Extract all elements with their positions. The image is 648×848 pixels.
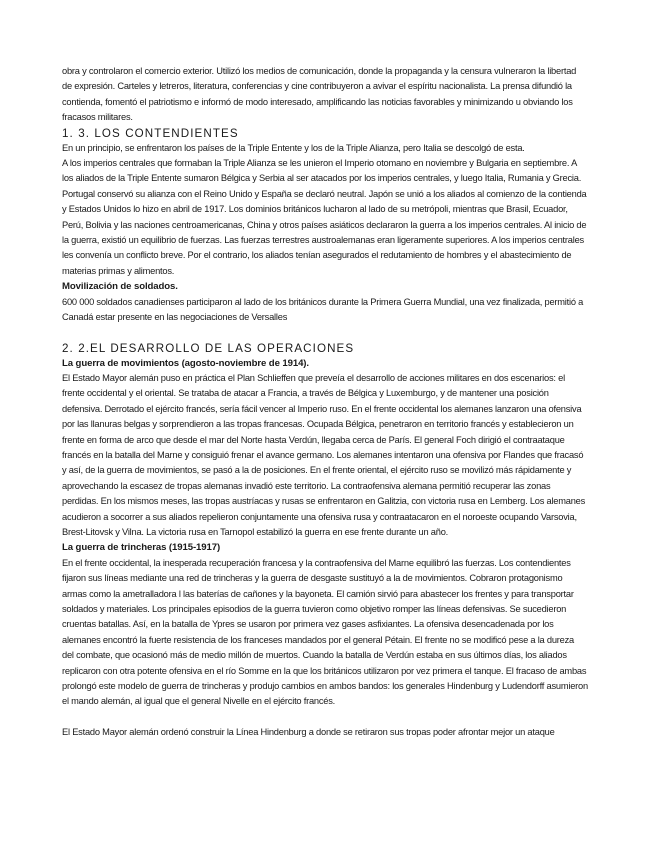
subheading-guerra-movimientos: La guerra de movimientos (agosto-noviembre de 1914). <box>62 357 309 369</box>
section-heading-operaciones: 2. 2.EL DESARROLLO DE LAS OPERACIONES <box>62 341 355 355</box>
movilizacion-paragraph: 600 000 soldados canadienses participaron al lado de los británicos durante la Primera Guerra Mundial, una vez finalizada, permitió a Canadá estar presente en las negociaciones de Versalles <box>62 296 584 323</box>
contendientes-paragraph-1: En un principio, se enfrentaron los países de la Triple Entente y los de la Triple Alianza, pero Italia se descolgó de esta. <box>62 142 525 153</box>
blank-line <box>62 710 588 725</box>
subheading-guerra-trincheras: La guerra de trincheras (1915-1917) <box>62 542 221 554</box>
document-page <box>62 64 588 740</box>
contendientes-paragraph-2: A los imperios centrales que formaban la Triple Alianza se les unieron el Imperio otomano en noviembre y Bulgaria en septiembre. A los aliados de la Triple Entente sumaron Bélgica y Serbia al ser atacados por los imperios centrales, y luego Italia, Rumania y Grecia. Portugal conservó su alianza con el Reino Unido y España se declaró neutral. Japón se unió a los aliados al comienzo de la contienda y Estados Unidos lo hizo en abril de 1917. Los dominios británicos lucharon al lado de su metrópoli, mientras que Brasil, Ecuador, Perú, Bolivia y las naciones centroamericanas, China y otros países asiáticos declararon la guerra a los imperios centrales. Al inicio de la guerra, existió un equilibrio de fuerzas. Las fuerzas terrestres austroalemanas eran ligeramente superiores. A los imperios centrales les convenía un conflicto breve. Por el contrario, los aliados tenían asegurados el redutamiento de hombres y el abastecimiento de materias primas y alimentos. <box>62 158 587 276</box>
trincheras-paragraph: En el frente occidental, la inesperada recuperación francesa y la contraofensiva del Marne equilibró las fuerzas. Los contendientes fijaron sus líneas mediante una red de trincheras y la guerra de desgaste sustituyó a la de movimientos. Cobraron protagonismo armas como la ametralladora l las baterías de cañones y la bayoneta. El camión sirvió para abastecer los frentes y para transportar soldados y materiales. Los principales episodios de la guerra tuvieron como objetivo romper las líneas defensivas. Se sucedieron cruentas batallas. Así, en la batalla de Ypres se usaron por primera vez gases asfixiantes. La ofensiva desencadenada por los alemanes encontró la fuerte resistencia de los franceses mandados por el general Pétain. El frente no se modificó pese a la dureza del combate, que ocasionó más de medio millón de muertos. Cuando la batalla de Verdún estaba en sus últimos días, los aliados replicaron con otra potente ofensiva en el río Somme en la que los británicos utilizaron por vez primera el tanque. El fracaso de ambas prolongó este modelo de guerra de trincheras y produjo cambios en ambos bandos: los generales Hindenburg y Ludendorff asumieron el mando alemán, al igual que el general Nivelle en el ejército francés. <box>62 557 588 707</box>
blank-line <box>62 326 588 341</box>
intro-paragraph: obra y controlaron el comercio exterior. Utilizó los medios de comunicación, donde la propaganda y la censura vulneraron la libertad de expresión. Carteles y letreros, literatura, conferencias y cine contribuyeron a avivar el espíritu nacionalista. La prensa difundió la contienda, fomentó el patriotismo e informó de modo interesado, amplificando las noticias favorables y minimizando u obviando los fracasos militares. <box>62 66 577 123</box>
subheading-movilizacion: Movilización de soldados. <box>62 281 178 293</box>
movimientos-paragraph: El Estado Mayor alemán puso en práctica el Plan Schlieffen que preveía el desarrollo de acciones militares en dos escenarios: el frente occidental y el oriental. Se trataba de atacar a Francia, a través de Bélgica y Luxemburgo, y de mantener una posición defensiva. Derrotado el ejército francés, sería fácil vencer al Imperio ruso. En el frente occidental los alemanes lanzaron una ofensiva por las llanuras belgas y sorprendieron a las tropas francesas. Ocupada Bélgica, penetraron en territorio francés y establecieron un frente en forma de arco que desde el mar del Norte hasta Verdún, llegaba cerca de París. El general Foch dirigió el contraataque francés en la batalla del Marne y consiguió frenar el avance germano. Los alemanes intentaron una ofensiva por Flandes que fracasó y así, de la guerra de movimientos, se pasó a la de posiciones. En el frente oriental, el ejército ruso se movilizó más rápidamente y aprovechando la escasez de tropas alemanas invadió este territorio. La contraofensiva alemana permitió recuperar las zonas perdidas. En los mismos meses, las tropas austríacas y rusas se enfrentaron en Galitzia, con victoria rusa en Lemberg. Los alemanes acudieron a socorrer a sus aliados repelieron conjuntamente una ofensiva rusa y contraatacaron en el noroeste ocupando Varsovia, Brest-Litovsk y Vilna. La victoria rusa en Tarnopol estabilizó la guerra en ese frente durante un año. <box>62 372 586 537</box>
hindenburg-paragraph: El Estado Mayor alemán ordenó construir la Línea Hindenburg a donde se retiraron sus tropas poder afrontar mejor un ataque <box>62 726 555 737</box>
section-heading-contendientes: 1. 3. LOS CONTENDIENTES <box>62 126 239 140</box>
